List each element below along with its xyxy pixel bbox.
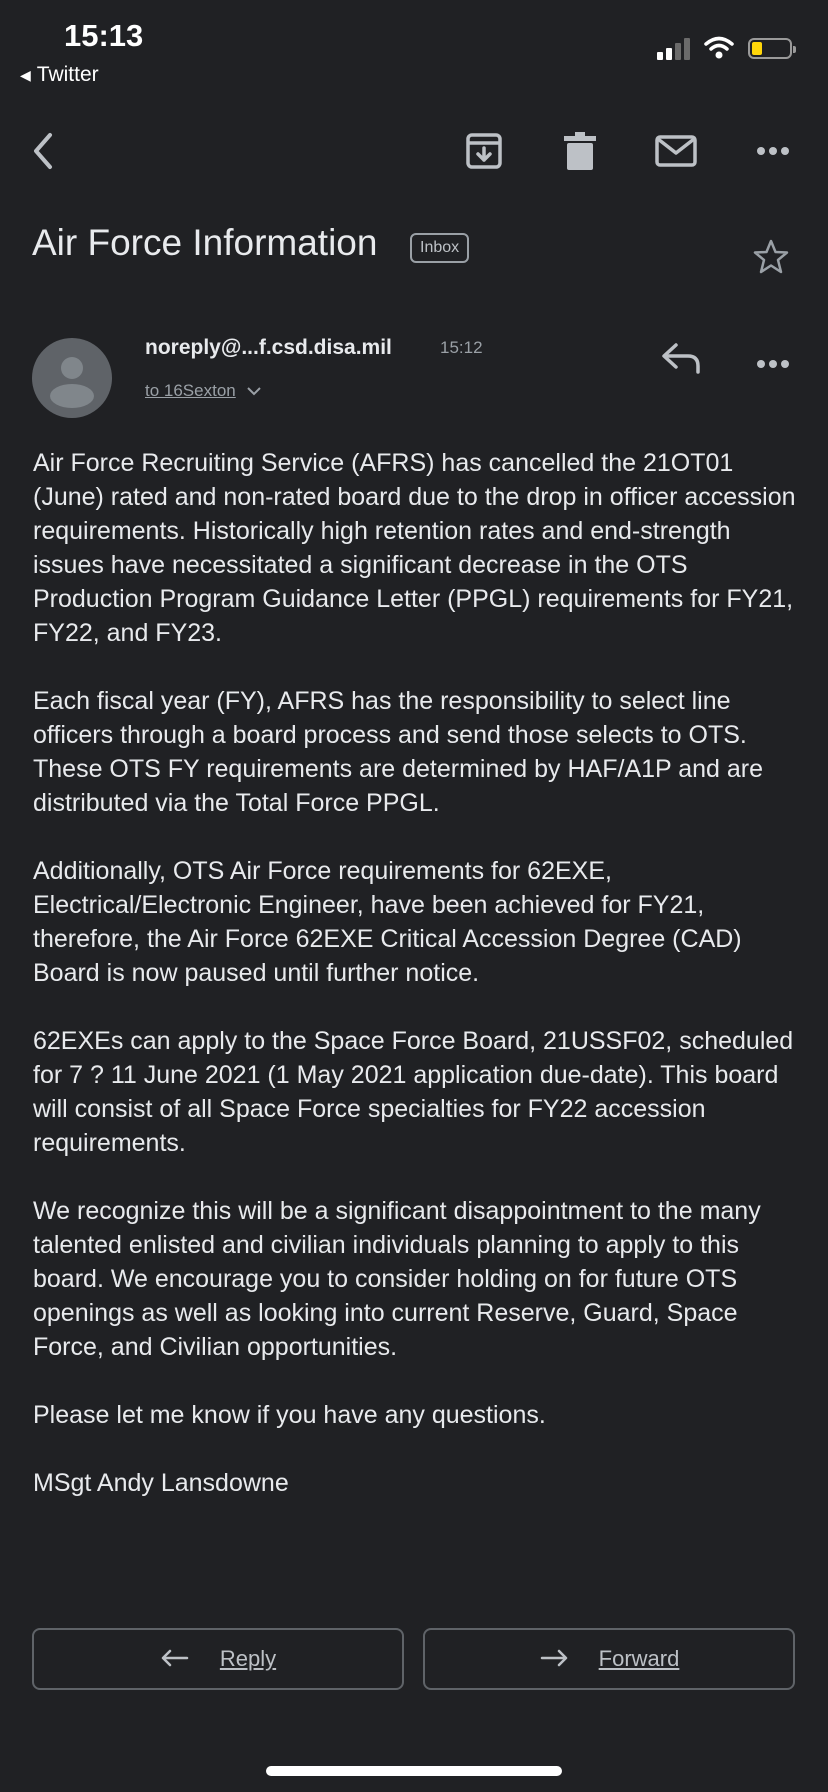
more-horizontal-icon [756,146,790,156]
forward-button[interactable] [423,1628,795,1690]
mark-unread-button[interactable] [648,123,704,179]
delete-button[interactable] [552,123,608,179]
back-app-label: Twitter [36,63,99,86]
recipient-details-toggle[interactable] [145,381,262,401]
arrow-left-icon [28,131,58,171]
recipient-label: to 16Sexton [145,381,236,400]
body-paragraph: Air Force Recruiting Service (AFRS) has cancelled the 21OT01 (June) rated and non-rated board due to the drop in officer accession requirements. Historically high retention rates and end-strength issues have necessitated a significant decrease in the OTS Production Program Guidance Letter (PPGL) requirements for FY21, FY22, and FY23. [33,449,796,647]
inbox-label-badge[interactable]: Inbox [410,233,469,263]
back-to-app-link[interactable] [20,63,99,87]
reply-button-label: Reply [219,1646,277,1671]
wifi-icon [704,36,734,60]
email-subject: Air Force Information [32,222,378,263]
archive-icon [465,132,503,170]
body-paragraph: Please let me know if you have any questions. [33,1401,546,1429]
reply-quick-button[interactable] [660,341,704,380]
chevron-down-icon [246,386,262,396]
forward-button-label: Forward [598,1646,680,1671]
body-paragraph: We recognize this will be a significant disappointment to the many talented enlisted and civilian individuals planning to apply to this board. We encourage you to consider holding on for future OTS openings as well as looking into current Reserve, Guard, Space Force, and Civilian opportunities. [33,1197,761,1361]
body-paragraph: 62EXEs can apply to the Space Force Board, 21USSF02, scheduled for 7 ? 11 June 2021 (1 May 2021 application due-date). This board will consist of all Space Force specialties for FY22 accession requirements. [33,1027,794,1157]
home-indicator[interactable] [266,1766,562,1776]
cellular-signal-icon [657,36,690,60]
more-options-button[interactable] [745,123,801,179]
more-horizontal-icon [756,359,790,369]
forward-icon [539,1648,569,1670]
mail-icon [655,135,697,167]
sent-time: 15:12 [440,338,483,357]
person-icon [32,338,112,418]
trash-icon [563,131,597,171]
body-paragraph: Each fiscal year (FY), AFRS has the responsibility to select line officers through a board process and send those selects to OTS. These OTS FY requirements are determined by HAF/A1P and are distributed via the Total Force PPGL. [33,687,763,817]
message-more-button[interactable] [756,356,790,374]
signature: MSgt Andy Lansdowne [33,1469,289,1497]
star-icon [752,238,790,276]
reply-button[interactable] [32,1628,404,1690]
body-paragraph: Additionally, OTS Air Force requirements for 62EXE, Electrical/Electronic Engineer, have been achieved for FY21, therefore, the Air Force 62EXE Critical Accession Degree (CAD) Board is now paused until further notice. [33,857,742,987]
reply-icon [660,341,704,375]
archive-button[interactable] [456,123,512,179]
star-button[interactable] [752,238,790,281]
email-body [33,446,803,1534]
sender-avatar[interactable] [32,338,112,418]
status-indicators [657,36,792,60]
back-triangle-icon: ◀ [20,66,31,83]
battery-icon [748,38,792,59]
sender-address: noreply@...f.csd.disa.mil [145,336,392,359]
status-time: 15:13 [64,18,144,53]
back-button[interactable] [15,123,71,179]
reply-icon [160,1648,190,1670]
